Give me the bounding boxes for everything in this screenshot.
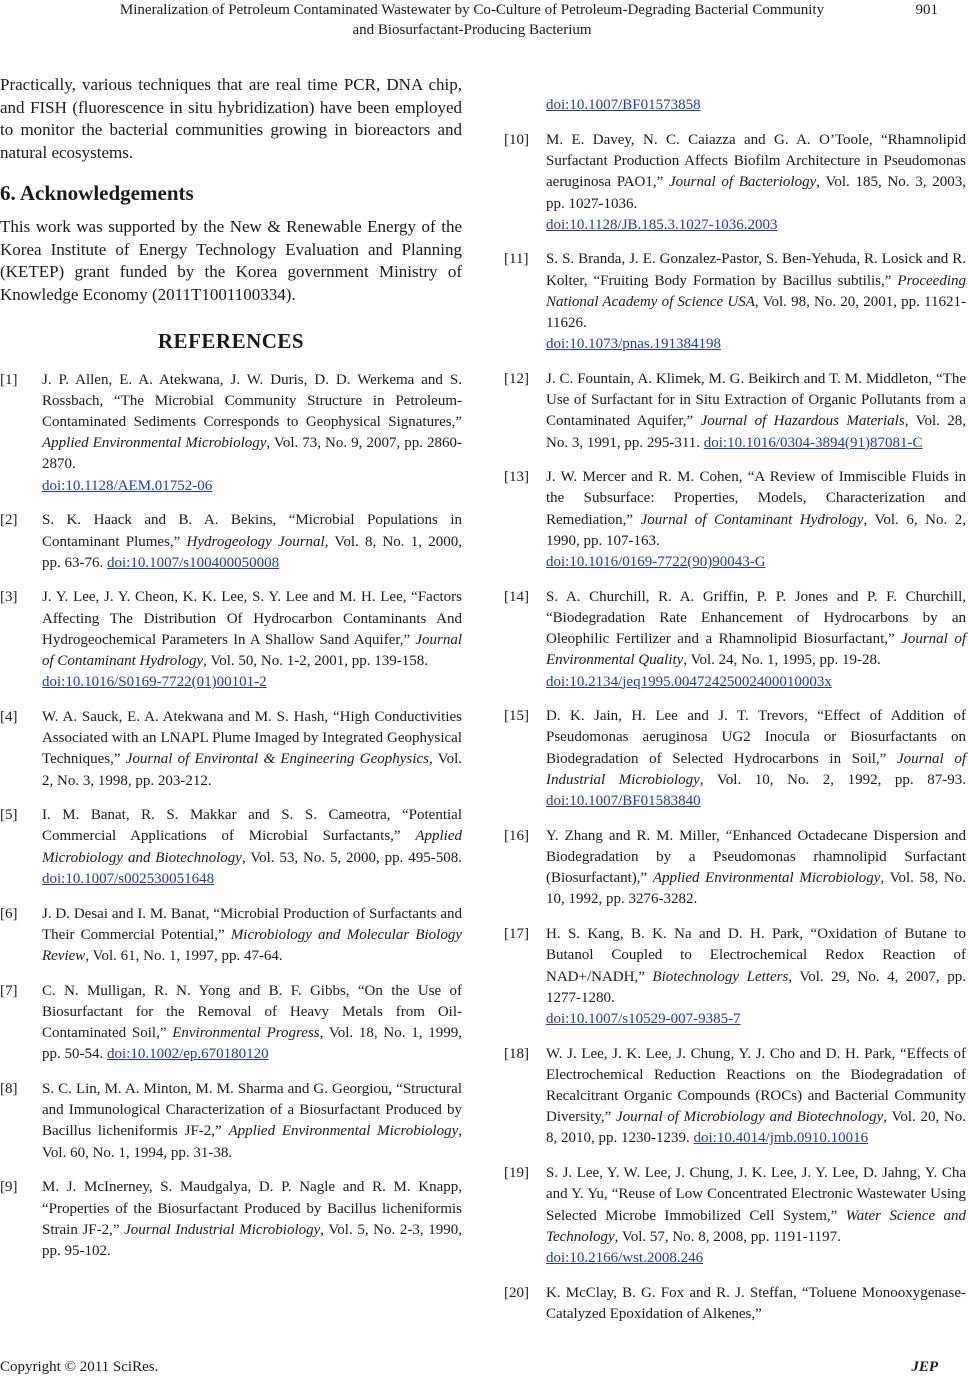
reference-body xyxy=(42,1177,462,1262)
reference-details: , Vol. 73, No. 9, 2007, pp. 2860-2870. xyxy=(42,435,462,473)
reference-details: , Vol. 185, No. 3, 2003, pp. 1027-1036. xyxy=(546,174,966,212)
reference-journal: Applied Environmental Microbiology xyxy=(228,1123,459,1140)
reference-authors-title: M. J. McInerney, S. Maudgalya, D. P. Nagle and R. M. Knapp, “Properties of the Biosurfactant Produced by Bacillus licheniformis Strain JF-2,” xyxy=(42,1179,462,1238)
reference-body xyxy=(546,74,966,116)
reference-journal: Journal of Industrial Microbiology xyxy=(546,750,966,788)
reference-details: , Vol. 18, No. 1, 1999, pp. 50-54. xyxy=(42,1025,462,1063)
reference-item xyxy=(504,130,966,236)
reference-body xyxy=(42,981,462,1066)
reference-item xyxy=(0,1177,462,1262)
reference-journal: Applied Environmental Microbiology xyxy=(652,870,881,887)
reference-journal: Journal of Contaminant Hydrology xyxy=(640,511,864,528)
reference-number: [6] xyxy=(0,905,18,922)
reference-details: , Vol. 50, No. 1-2, 2001, pp. 139-158. xyxy=(203,653,428,670)
reference-number: [19] xyxy=(504,1165,529,1182)
reference-journal: Journal Industrial Microbiology xyxy=(124,1221,321,1238)
reference-item xyxy=(504,706,966,812)
reference-details: , Vol. 29, No. 4, 2007, pp. 1277-1280. xyxy=(546,968,966,1006)
journal-abbrev: JEP xyxy=(911,1359,938,1375)
reference-authors-title: C. N. Mulligan, R. N. Yong and B. F. Gibbs, “On the Use of Biosurfactant for the Removal of Heavy Metals from Oil-Contaminated Soil,” xyxy=(42,982,462,1042)
reference-item xyxy=(0,587,462,693)
reference-details: , Vol. 57, No. 8, 2008, pp. 1191-1197. xyxy=(614,1228,841,1245)
reference-item xyxy=(504,924,966,1030)
reference-authors-title: Y. Zhang and R. M. Miller, “Enhanced Octadecane Dispersion and Biodegradation by a Pseudomonas rhamnolipid Surfactant (Biosurfactant),” xyxy=(546,827,966,887)
reference-doi-link[interactable]: doi:10.4014/jmb.0910.10016 xyxy=(693,1130,869,1147)
right-column xyxy=(504,74,966,1339)
reference-journal: Journal of Environtal & Engineering Geophysics xyxy=(125,751,429,768)
reference-doi-link[interactable]: doi:10.1007/s100400050008 xyxy=(107,554,280,571)
reference-number: [9] xyxy=(0,1179,18,1196)
reference-journal: Water Science and Technology xyxy=(546,1207,966,1245)
reference-number: [8] xyxy=(0,1081,18,1098)
reference-authors-title: W. A. Sauck, E. A. Atekwana and M. S. Hash, “High Conductivities Associated with an LNAPL Plume Imaged by Integrated Geophysical Techniques,” xyxy=(42,708,462,768)
reference-authors-title: I. M. Banat, R. S. Makkar and S. S. Cameotra, “Potential Commercial Applications of Microbial Surfactants,” xyxy=(42,807,462,845)
reference-journal: Hydrogeology Journal xyxy=(186,533,325,550)
reference-number: [17] xyxy=(504,926,529,943)
reference-journal: Journal of Microbiology and Biotechnology xyxy=(615,1109,884,1126)
reference-item xyxy=(504,74,966,116)
reference-details: , Vol. 2, No. 3, 1998, pp. 203-212. xyxy=(42,751,462,789)
reference-details: , Vol. 61, No. 1, 1997, pp. 47-64. xyxy=(85,948,283,964)
reference-body xyxy=(42,1079,462,1164)
reference-doi-link[interactable]: doi:10.1128/JB.185.3.1027-1036.2003 xyxy=(546,216,778,233)
reference-authors-title: K. McClay, B. G. Fox and R. J. Steffan, “Toluene Monooxygenase-Catalyzed Epoxidation of Alkenes,” xyxy=(546,1284,966,1322)
reference-body xyxy=(42,370,462,497)
reference-item xyxy=(0,1079,462,1164)
reference-authors-title: J. D. Desai and I. M. Banat, “Microbial Production of Surfactants and Their Commercial Potential,” xyxy=(42,905,462,943)
reference-body xyxy=(42,587,462,693)
reference-authors-title: J. P. Allen, E. A. Atekwana, J. W. Duris, D. D. Werkema and S. Rossbach, “The Microbial Community Structure in Petroleum-Contaminated Sediments Corresponds to Geophysical Signatures,” xyxy=(42,371,462,431)
copyright-notice: Copyright © 2011 SciRes. xyxy=(0,1359,159,1375)
reference-number: [5] xyxy=(0,807,18,824)
reference-authors-title: J. C. Fountain, A. Klimek, M. G. Beikirch and T. M. Middleton, “The Use of Surfactant for in Situ Extraction of Organic Pollutants from a Contaminated Aquifer,” xyxy=(546,370,966,430)
reference-doi-link[interactable]: doi:10.1007/BF01573858 xyxy=(546,97,701,114)
reference-number: [10] xyxy=(504,131,529,148)
reference-details: , Vol. 8, No. 1, 2000, pp. 63-76. xyxy=(42,533,462,571)
reference-journal: Applied Microbiology and Biotechnology xyxy=(42,828,462,866)
reference-authors-title: M. E. Davey, N. C. Caiazza and G. A. O’Toole, “Rhamnolipid Surfactant Production Affects Biofilm Architecture in Pseudomonas aeruginosa PAO1,” xyxy=(546,131,966,191)
reference-body xyxy=(42,904,462,968)
reference-body xyxy=(546,587,966,693)
reference-details: , Vol. 20, No. 8, 2010, pp. 1230-1239. xyxy=(546,1109,966,1147)
reference-body xyxy=(42,805,462,890)
reference-doi-link[interactable]: doi:10.1002/ep.670180120 xyxy=(107,1046,269,1063)
reference-doi-link[interactable]: doi:10.2134/jeq1995.00472425002400010003x xyxy=(546,673,832,690)
reference-body xyxy=(546,826,966,911)
reference-details: , Vol. 98, No. 20, 2001, pp. 11621-11626. xyxy=(546,293,966,332)
reference-item xyxy=(504,1283,966,1325)
reference-item xyxy=(504,1163,966,1269)
reference-body xyxy=(546,1283,966,1325)
reference-body xyxy=(546,369,966,454)
reference-authors-title: S. S. Branda, J. E. Gonzalez-Pastor, S. Ben-Yehuda, R. Losick and R. Kolter, “Fruiting Body Formation by Bacillus subtilis,” xyxy=(546,251,966,289)
reference-item xyxy=(0,510,462,574)
reference-journal: Environmental Progress xyxy=(172,1025,320,1042)
reference-authors-title: S. J. Lee, Y. W. Lee, J. Chung, J. K. Lee, J. Y. Lee, D. Jahng, Y. Cha and Y. Yu, “Reuse of Low Concentrated Electronic Wastewater Using Selected Microbe Immobilized Cell System,” xyxy=(546,1165,966,1224)
reference-doi-link[interactable]: doi:10.1007/s10529-007-9385-7 xyxy=(546,1010,741,1027)
reference-body xyxy=(546,1163,966,1269)
reference-item xyxy=(504,1044,966,1150)
reference-details: , Vol. 24, No. 1, 1995, pp. 19-28. xyxy=(683,652,881,669)
reference-details: , Vol. 5, No. 2-3, 1990, pp. 95-102. xyxy=(42,1221,462,1259)
reference-item xyxy=(0,370,462,497)
reference-details: , Vol. 53, No. 5, 2000, pp. 495-508. xyxy=(241,849,463,866)
reference-authors-title: H. S. Kang, B. K. Na and D. H. Park, “Oxidation of Butane to Butanol Coupled to Electrochemical Redox Reaction of NAD+/NADH,” xyxy=(546,926,966,985)
reference-number: [20] xyxy=(504,1284,529,1301)
reference-doi-link[interactable]: doi:10.1073/pnas.191384198 xyxy=(546,336,721,353)
reference-doi-link[interactable]: doi:10.1016/0169-7722(90)90043-G xyxy=(546,554,766,571)
page-number: 901 xyxy=(915,2,938,18)
reference-number: [15] xyxy=(504,708,529,725)
reference-doi-link[interactable]: doi:10.2166/wst.2008.246 xyxy=(546,1249,704,1266)
reference-item xyxy=(0,707,462,792)
reference-list-right xyxy=(504,74,966,1325)
reference-authors-title: S. C. Lin, M. A. Minton, M. M. Sharma and G. Georgiou, “Structural and Immunological Characterization of a Biosurfactant Produced by Bacillus licheniformis JF-2,” xyxy=(42,1081,462,1140)
reference-number: [2] xyxy=(0,512,18,529)
reference-item xyxy=(0,981,462,1066)
reference-body xyxy=(546,924,966,1030)
reference-journal: Proceeding National Academy of Science USA xyxy=(546,272,966,310)
reference-journal: Microbiology and Molecular Biology Review xyxy=(42,926,462,964)
reference-item xyxy=(504,249,966,355)
reference-details: , Vol. 28, No. 3, 1991, pp. 295-311. xyxy=(546,413,967,451)
references-title: REFERENCES xyxy=(157,328,305,353)
left-column xyxy=(0,74,462,1276)
reference-details: , Vol. 10, No. 2, 1992, pp. 87-93. xyxy=(699,771,966,788)
reference-body xyxy=(546,249,966,355)
reference-item xyxy=(0,805,462,890)
reference-item xyxy=(504,467,966,573)
reference-body xyxy=(546,1044,966,1150)
reference-journal: Biotechnology Letters xyxy=(652,968,789,985)
reference-doi-link[interactable]: doi:10.1016/S0169-7722(01)00101-2 xyxy=(42,674,267,691)
reference-body xyxy=(546,467,966,573)
reference-journal: Applied Environmental Microbiology xyxy=(42,435,267,452)
reference-number: [18] xyxy=(504,1045,529,1062)
reference-authors-title: J. W. Mercer and R. M. Cohen, “A Review of Immiscible Fluids in the Subsurface: Properties, Models, Characterization and Remediation,” xyxy=(546,469,966,528)
reference-doi-link[interactable]: doi:10.1128/AEM.01752-06 xyxy=(42,477,213,494)
reference-body xyxy=(42,707,462,792)
reference-item xyxy=(504,369,966,454)
reference-authors-title: S. A. Churchill, R. A. Griffin, P. P. Jones and P. F. Churchill, “Biodegradation Rate Enhancement of Hydrocarbons by an Oleophilic Fertilizer and a Rhamnolipid Biosurfactant,” xyxy=(546,588,966,648)
reference-number: [7] xyxy=(0,982,18,999)
reference-doi-link[interactable]: doi:10.1007/BF01583840 xyxy=(546,793,701,810)
reference-journal: Journal of Hazardous Materials xyxy=(700,413,905,430)
reference-item xyxy=(504,587,966,693)
reference-details: , Vol. 6, No. 2, 1990, pp. 107-163. xyxy=(546,511,966,549)
reference-journal: Journal of Bacteriology xyxy=(668,174,817,191)
reference-number: [13] xyxy=(504,469,529,486)
reference-journal: Journal of Environmental Quality xyxy=(546,631,966,669)
reference-authors-title: D. K. Jain, H. Lee and J. T. Trevors, “Effect of Addition of Pseudomonas aeruginosa UG2 Inocula or Biosurfactants on Biodegradation of Selected Hydrocarbons in Soil,” xyxy=(546,708,966,767)
reference-number: [3] xyxy=(0,589,18,606)
reference-number: [1] xyxy=(0,371,18,388)
reference-body xyxy=(546,706,966,812)
reference-number: [4] xyxy=(0,708,18,725)
reference-number: [12] xyxy=(504,370,529,387)
acknowledgements-text: This work was supported by the New & Renewable Energy of the Korea Institute of Energy Technology Evaluation and Planning (KETEP) grant funded by the Korea government Ministry of Knowledge Economy (2011T1001100334). xyxy=(0,216,462,304)
reference-list-left xyxy=(0,370,462,1263)
reference-body xyxy=(546,130,966,236)
reference-authors-title: J. Y. Lee, J. Y. Cheon, K. K. Lee, S. Y. Lee and M. H. Lee, “Factors Affecting The Distribution Of Hydrocarbon Contaminants And Hydrogeochemical Parameters In A Shallow Sand Aquifer,” xyxy=(42,589,462,648)
reference-authors-title: S. K. Haack and B. A. Bekins, “Microbial Populations in Contaminant Plumes,” xyxy=(42,512,462,550)
acknowledgements-title: 6. Acknowledgements xyxy=(0,180,194,205)
reference-number: [16] xyxy=(504,827,529,844)
reference-number: [14] xyxy=(504,588,529,605)
reference-authors-title: W. J. Lee, J. K. Lee, J. Chung, Y. J. Cho and D. H. Park, “Effects of Electrochemical Reduction Reactions on the Biodegradation of Recalcitrant Organic Compounds (ROCs) and Bacterial Community Diversity,” xyxy=(546,1045,966,1126)
reference-item xyxy=(0,904,462,968)
reference-doi-link[interactable]: doi:10.1007/s002530051648 xyxy=(42,870,215,887)
reference-body xyxy=(42,510,462,574)
running-title: Mineralization of Petroleum Contaminated Wastewater by Co-Culture of Petroleum-Degrading Bacterial Community and Biosurfactant-Producing Bacterium xyxy=(119,2,825,38)
reference-details: , Vol. 60, No. 1, 1994, pp. 31-38. xyxy=(42,1123,462,1161)
reference-journal: Journal of Contaminant Hydrology xyxy=(42,631,462,670)
reference-details: , Vol. 58, No. 10, 1992, pp. 3276-3282. xyxy=(546,870,966,908)
intro-paragraph: Practically, various techniques that are real time PCR, DNA chip, and FISH (fluorescence in situ hybridization) have been employed to monitor the bacterial communities growing in bioreactors and natural ecosystems. xyxy=(0,75,462,163)
reference-number: [11] xyxy=(504,251,529,268)
reference-number xyxy=(504,74,546,116)
reference-item xyxy=(504,826,966,911)
reference-doi-link[interactable]: doi:10.1016/0304-3894(91)87081-C xyxy=(703,434,923,451)
